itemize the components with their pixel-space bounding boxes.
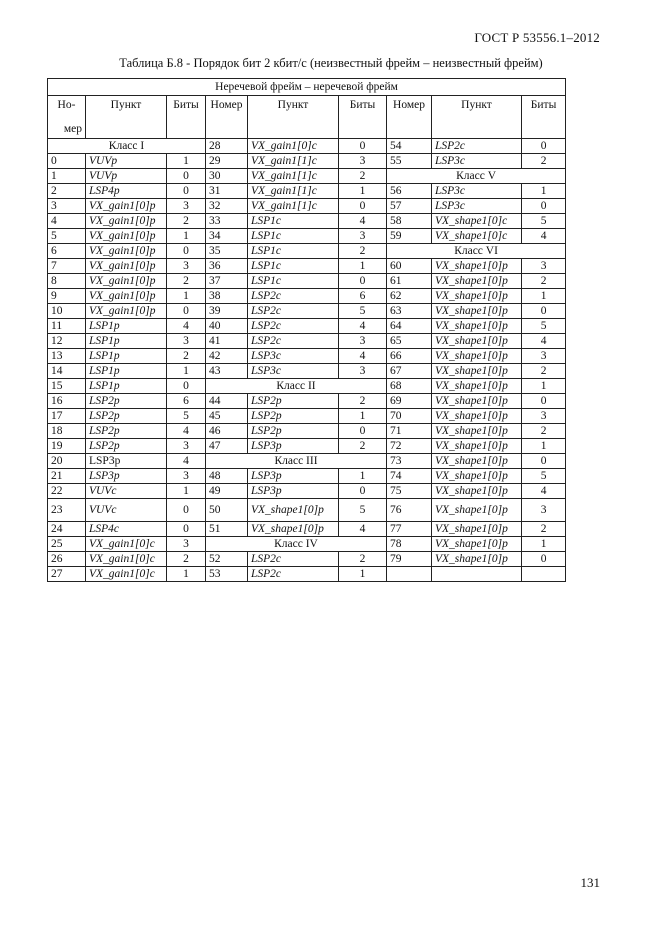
table-row	[48, 454, 566, 469]
bity-cell: 1	[167, 229, 206, 244]
punkt-cell: LSP3p	[248, 484, 339, 499]
bity-cell: 6	[167, 394, 206, 409]
nomer-cell: 50	[206, 499, 248, 522]
nomer-cell: 15	[48, 379, 86, 394]
bity-cell: 3	[522, 259, 566, 274]
nomer-cell: 18	[48, 424, 86, 439]
punkt-cell: VX_shape1[0]p	[432, 319, 522, 334]
table-row	[48, 244, 566, 259]
punkt-cell: LSP3p	[248, 439, 339, 454]
table-body	[48, 139, 566, 582]
punkt-cell: VX_shape1[0]c	[432, 214, 522, 229]
table-row	[48, 537, 566, 552]
bity-cell: 4	[167, 319, 206, 334]
nomer-cell: 57	[387, 199, 432, 214]
col-header-punkt-2: Пункт	[248, 96, 339, 139]
punkt-cell	[432, 567, 522, 582]
nomer-cell: 1	[48, 169, 86, 184]
nomer-cell: 78	[387, 537, 432, 552]
table-row	[48, 394, 566, 409]
bity-cell: 2	[339, 244, 387, 259]
bity-cell: 2	[167, 214, 206, 229]
table-row	[48, 184, 566, 199]
table-row	[48, 364, 566, 379]
punkt-cell: LSP1c	[248, 214, 339, 229]
class-header-cell: Класс III	[206, 454, 387, 469]
bity-cell: 0	[339, 274, 387, 289]
nomer-cell: 69	[387, 394, 432, 409]
bity-cell: 2	[167, 552, 206, 567]
col-header-nomer	[48, 96, 86, 139]
punkt-cell: VX_shape1[0]c	[432, 229, 522, 244]
bity-cell: 2	[522, 274, 566, 289]
nomer-cell: 65	[387, 334, 432, 349]
nomer-cell: 55	[387, 154, 432, 169]
col-header-nomer-2: Номер	[206, 96, 248, 139]
col-header-nomer-top: Но-	[57, 99, 76, 111]
nomer-cell: 5	[48, 229, 86, 244]
nomer-cell: 20	[48, 454, 86, 469]
nomer-cell: 75	[387, 484, 432, 499]
punkt-cell: LSP2p	[86, 409, 167, 424]
bity-cell: 3	[339, 229, 387, 244]
punkt-cell: LSP1c	[248, 259, 339, 274]
punkt-cell: LSP2p	[248, 394, 339, 409]
nomer-cell: 14	[48, 364, 86, 379]
punkt-cell: VX_gain1[0]p	[86, 304, 167, 319]
bity-cell: 0	[522, 139, 566, 154]
bity-cell	[522, 567, 566, 582]
punkt-cell: VX_shape1[0]p	[432, 537, 522, 552]
punkt-cell: LSP3c	[432, 199, 522, 214]
punkt-cell: LSP2c	[432, 139, 522, 154]
punkt-cell: VX_shape1[0]p	[432, 349, 522, 364]
bity-cell: 1	[339, 469, 387, 484]
nomer-cell: 64	[387, 319, 432, 334]
punkt-cell: LSP1c	[248, 229, 339, 244]
nomer-cell: 37	[206, 274, 248, 289]
class-header-cell: Класс II	[206, 379, 387, 394]
bity-cell: 4	[522, 484, 566, 499]
bity-cell: 0	[167, 244, 206, 259]
bity-cell: 2	[167, 274, 206, 289]
punkt-cell: VUVc	[86, 499, 167, 522]
nomer-cell: 56	[387, 184, 432, 199]
table-row	[48, 289, 566, 304]
punkt-cell: VX_gain1[1]c	[248, 154, 339, 169]
punkt-cell: VX_gain1[0]p	[86, 199, 167, 214]
nomer-cell: 22	[48, 484, 86, 499]
bity-cell: 0	[522, 199, 566, 214]
bity-cell: 3	[339, 364, 387, 379]
col-header-bity: Биты	[167, 96, 206, 139]
punkt-cell: VX_gain1[0]p	[86, 244, 167, 259]
bity-cell: 3	[167, 199, 206, 214]
bity-cell: 0	[522, 454, 566, 469]
class-header-cell: Класс IV	[206, 537, 387, 552]
table-row	[48, 214, 566, 229]
col-header-punkt-3: Пункт	[432, 96, 522, 139]
table-row	[48, 567, 566, 582]
col-header-nomer-bottom: мер	[63, 123, 82, 135]
punkt-cell: LSP2c	[248, 567, 339, 582]
punkt-cell: VX_shape1[0]p	[432, 469, 522, 484]
punkt-cell: LSP4c	[86, 522, 167, 537]
bity-cell: 1	[339, 409, 387, 424]
bity-cell: 3	[167, 469, 206, 484]
bity-cell: 2	[522, 522, 566, 537]
bity-cell: 0	[339, 424, 387, 439]
bity-cell: 3	[167, 259, 206, 274]
nomer-cell: 68	[387, 379, 432, 394]
punkt-cell: LSP1p	[86, 334, 167, 349]
nomer-cell: 21	[48, 469, 86, 484]
punkt-cell: VX_shape1[0]p	[432, 409, 522, 424]
nomer-cell: 9	[48, 289, 86, 304]
bity-cell: 1	[167, 364, 206, 379]
punkt-cell: LSP2c	[248, 334, 339, 349]
nomer-cell: 36	[206, 259, 248, 274]
punkt-cell: VX_gain1[0]p	[86, 229, 167, 244]
nomer-cell: 62	[387, 289, 432, 304]
punkt-cell: LSP3c	[432, 154, 522, 169]
nomer-cell: 61	[387, 274, 432, 289]
bity-cell: 3	[339, 154, 387, 169]
table-row	[48, 274, 566, 289]
nomer-cell: 60	[387, 259, 432, 274]
table-row	[48, 319, 566, 334]
punkt-cell: LSP3c	[248, 349, 339, 364]
punkt-cell: LSP2c	[248, 304, 339, 319]
punkt-cell: LSP2p	[86, 424, 167, 439]
nomer-cell: 10	[48, 304, 86, 319]
nomer-cell: 33	[206, 214, 248, 229]
bity-cell: 0	[167, 379, 206, 394]
table-row	[48, 499, 566, 522]
nomer-cell: 29	[206, 154, 248, 169]
nomer-cell: 52	[206, 552, 248, 567]
bity-cell: 1	[339, 184, 387, 199]
bity-cell: 5	[339, 499, 387, 522]
table-row	[48, 304, 566, 319]
punkt-cell: LSP3c	[432, 184, 522, 199]
bity-cell: 1	[522, 537, 566, 552]
nomer-cell: 35	[206, 244, 248, 259]
punkt-cell: VX_shape1[0]p	[432, 334, 522, 349]
punkt-cell: VX_shape1[0]p	[432, 522, 522, 537]
punkt-cell: LSP1p	[86, 319, 167, 334]
bity-cell: 2	[522, 424, 566, 439]
nomer-cell: 66	[387, 349, 432, 364]
nomer-cell: 25	[48, 537, 86, 552]
bity-cell: 4	[167, 454, 206, 469]
nomer-cell: 74	[387, 469, 432, 484]
nomer-cell: 67	[387, 364, 432, 379]
punkt-cell: LSP2p	[248, 409, 339, 424]
bity-cell: 2	[339, 394, 387, 409]
bity-cell: 2	[339, 169, 387, 184]
nomer-cell: 23	[48, 499, 86, 522]
table-row	[48, 469, 566, 484]
punkt-cell: VX_gain1[0]p	[86, 289, 167, 304]
punkt-cell: VX_shape1[0]p	[432, 394, 522, 409]
nomer-cell: 79	[387, 552, 432, 567]
bity-cell: 5	[522, 214, 566, 229]
punkt-cell: VX_shape1[0]p	[432, 454, 522, 469]
bity-cell: 4	[339, 319, 387, 334]
bity-cell: 5	[167, 409, 206, 424]
nomer-cell: 45	[206, 409, 248, 424]
nomer-cell: 30	[206, 169, 248, 184]
class-header-cell: Класс V	[387, 169, 566, 184]
bity-cell: 3	[522, 409, 566, 424]
punkt-cell: VX_shape1[0]p	[432, 304, 522, 319]
table-row	[48, 199, 566, 214]
punkt-cell: LSP2p	[86, 394, 167, 409]
nomer-cell: 49	[206, 484, 248, 499]
nomer-cell: 43	[206, 364, 248, 379]
nomer-cell: 26	[48, 552, 86, 567]
table-row	[48, 334, 566, 349]
punkt-cell: VX_shape1[0]p	[248, 522, 339, 537]
class-header-cell: Класс VI	[387, 244, 566, 259]
table-row	[48, 522, 566, 537]
nomer-cell: 42	[206, 349, 248, 364]
bity-cell: 6	[339, 289, 387, 304]
punkt-cell: LSP1p	[86, 349, 167, 364]
bity-cell: 3	[167, 537, 206, 552]
punkt-cell: LSP2c	[248, 552, 339, 567]
bity-cell: 1	[167, 567, 206, 582]
nomer-cell: 6	[48, 244, 86, 259]
nomer-cell: 31	[206, 184, 248, 199]
nomer-cell: 41	[206, 334, 248, 349]
punkt-cell: LSP2p	[86, 439, 167, 454]
bity-cell: 2	[339, 439, 387, 454]
table-row	[48, 229, 566, 244]
punkt-cell: VX_gain1[0]c	[248, 139, 339, 154]
nomer-cell: 0	[48, 154, 86, 169]
bity-cell: 1	[167, 289, 206, 304]
col-header-bity-3: Биты	[522, 96, 566, 139]
table-row	[48, 552, 566, 567]
table-container	[47, 78, 566, 582]
class-header-cell: Класс I	[48, 139, 206, 154]
bity-cell: 1	[339, 259, 387, 274]
document-standard-header: ГОСТ Р 53556.1–2012	[474, 30, 600, 45]
punkt-cell: VX_gain1[1]c	[248, 184, 339, 199]
bity-cell: 3	[167, 439, 206, 454]
punkt-cell: VX_gain1[0]c	[86, 567, 167, 582]
bity-cell: 1	[167, 154, 206, 169]
punkt-cell: VX_shape1[0]p	[432, 274, 522, 289]
bity-cell: 3	[522, 349, 566, 364]
bit-order-table	[47, 78, 566, 582]
bity-cell: 4	[339, 349, 387, 364]
col-header-punkt: Пункт	[86, 96, 167, 139]
nomer-cell: 3	[48, 199, 86, 214]
nomer-cell: 28	[206, 139, 248, 154]
punkt-cell: LSP3p	[86, 469, 167, 484]
bity-cell: 0	[167, 304, 206, 319]
bity-cell: 1	[522, 439, 566, 454]
nomer-cell: 71	[387, 424, 432, 439]
nomer-cell: 53	[206, 567, 248, 582]
nomer-cell: 24	[48, 522, 86, 537]
nomer-cell: 76	[387, 499, 432, 522]
punkt-cell: VX_gain1[0]p	[86, 214, 167, 229]
bity-cell: 0	[339, 484, 387, 499]
punkt-cell: LSP3p	[248, 469, 339, 484]
col-header-bity-2: Биты	[339, 96, 387, 139]
punkt-cell: VX_shape1[0]p	[432, 484, 522, 499]
nomer-cell: 77	[387, 522, 432, 537]
bity-cell: 2	[522, 154, 566, 169]
table-row	[48, 169, 566, 184]
bity-cell: 4	[339, 214, 387, 229]
bity-cell: 2	[167, 349, 206, 364]
nomer-cell: 2	[48, 184, 86, 199]
nomer-cell: 40	[206, 319, 248, 334]
table-row	[48, 484, 566, 499]
nomer-cell: 63	[387, 304, 432, 319]
nomer-cell: 4	[48, 214, 86, 229]
nomer-cell: 38	[206, 289, 248, 304]
nomer-cell: 51	[206, 522, 248, 537]
bity-cell: 0	[522, 304, 566, 319]
nomer-cell: 54	[387, 139, 432, 154]
bity-cell: 0	[339, 199, 387, 214]
bity-cell: 1	[522, 379, 566, 394]
punkt-cell: VX_gain1[1]c	[248, 169, 339, 184]
punkt-cell: VUVp	[86, 154, 167, 169]
punkt-cell: VX_shape1[0]p	[432, 364, 522, 379]
nomer-cell: 32	[206, 199, 248, 214]
bity-cell: 0	[167, 499, 206, 522]
bity-cell: 1	[339, 567, 387, 582]
table-row	[48, 154, 566, 169]
punkt-cell: LSP2c	[248, 289, 339, 304]
bity-cell: 0	[167, 169, 206, 184]
bity-cell: 1	[522, 289, 566, 304]
bity-cell: 5	[339, 304, 387, 319]
nomer-cell: 70	[387, 409, 432, 424]
punkt-cell: LSP4p	[86, 184, 167, 199]
bity-cell: 4	[167, 424, 206, 439]
bity-cell: 5	[522, 319, 566, 334]
table-row	[48, 379, 566, 394]
nomer-cell: 12	[48, 334, 86, 349]
punkt-cell: VX_shape1[0]p	[432, 424, 522, 439]
nomer-cell: 73	[387, 454, 432, 469]
bity-cell: 0	[522, 394, 566, 409]
bity-cell: 0	[167, 184, 206, 199]
bity-cell: 3	[167, 334, 206, 349]
punkt-cell: LSP1c	[248, 274, 339, 289]
punkt-cell: LSP2p	[248, 424, 339, 439]
bity-cell: 1	[167, 484, 206, 499]
nomer-cell: 59	[387, 229, 432, 244]
bity-cell: 2	[522, 364, 566, 379]
table-row	[48, 259, 566, 274]
nomer-cell: 48	[206, 469, 248, 484]
nomer-cell: 17	[48, 409, 86, 424]
punkt-cell: LSP3c	[248, 364, 339, 379]
bity-cell: 2	[339, 552, 387, 567]
bity-cell: 1	[522, 184, 566, 199]
table-caption: Таблица Б.8 - Порядок бит 2 кбит/с (неизвестный фрейм – неизвестный фрейм)	[119, 56, 543, 70]
punkt-cell: VX_gain1[0]c	[86, 552, 167, 567]
punkt-cell: VX_gain1[0]c	[86, 537, 167, 552]
bity-cell: 4	[522, 334, 566, 349]
bity-cell: 0	[167, 522, 206, 537]
bity-cell: 5	[522, 469, 566, 484]
bity-cell: 0	[522, 552, 566, 567]
nomer-cell: 16	[48, 394, 86, 409]
punkt-cell: VX_shape1[0]p	[432, 259, 522, 274]
nomer-cell	[387, 567, 432, 582]
punkt-cell: LSP3p	[86, 454, 167, 469]
nomer-cell: 27	[48, 567, 86, 582]
nomer-cell: 7	[48, 259, 86, 274]
bity-cell: 0	[339, 139, 387, 154]
punkt-cell: VX_shape1[0]p	[432, 439, 522, 454]
nomer-cell: 44	[206, 394, 248, 409]
table-row	[48, 409, 566, 424]
nomer-cell: 47	[206, 439, 248, 454]
punkt-cell: VX_shape1[0]p	[248, 499, 339, 522]
punkt-cell: LSP1c	[248, 244, 339, 259]
punkt-cell: VX_shape1[0]p	[432, 499, 522, 522]
punkt-cell: VUVp	[86, 169, 167, 184]
table-row	[48, 424, 566, 439]
bity-cell: 3	[522, 499, 566, 522]
punkt-cell: VX_shape1[0]p	[432, 289, 522, 304]
punkt-cell: VX_shape1[0]p	[432, 379, 522, 394]
table-row	[48, 439, 566, 454]
nomer-cell: 46	[206, 424, 248, 439]
punkt-cell: VX_shape1[0]p	[432, 552, 522, 567]
punkt-cell: LSP2c	[248, 319, 339, 334]
col-header-nomer-3: Номер	[387, 96, 432, 139]
bity-cell: 4	[339, 522, 387, 537]
punkt-cell: LSP1p	[86, 379, 167, 394]
table-super-header: Неречевой фрейм – неречевой фрейм	[48, 79, 566, 96]
nomer-cell: 11	[48, 319, 86, 334]
nomer-cell: 72	[387, 439, 432, 454]
table-row	[48, 139, 566, 154]
table-row	[48, 349, 566, 364]
punkt-cell: LSP1p	[86, 364, 167, 379]
bity-cell: 4	[522, 229, 566, 244]
nomer-cell: 8	[48, 274, 86, 289]
nomer-cell: 58	[387, 214, 432, 229]
punkt-cell: VX_gain1[0]p	[86, 274, 167, 289]
punkt-cell: VX_gain1[1]c	[248, 199, 339, 214]
nomer-cell: 13	[48, 349, 86, 364]
nomer-cell: 19	[48, 439, 86, 454]
punkt-cell: VX_gain1[0]p	[86, 259, 167, 274]
page-number: 131	[580, 875, 600, 890]
nomer-cell: 39	[206, 304, 248, 319]
bity-cell: 3	[339, 334, 387, 349]
punkt-cell: VUVc	[86, 484, 167, 499]
nomer-cell: 34	[206, 229, 248, 244]
